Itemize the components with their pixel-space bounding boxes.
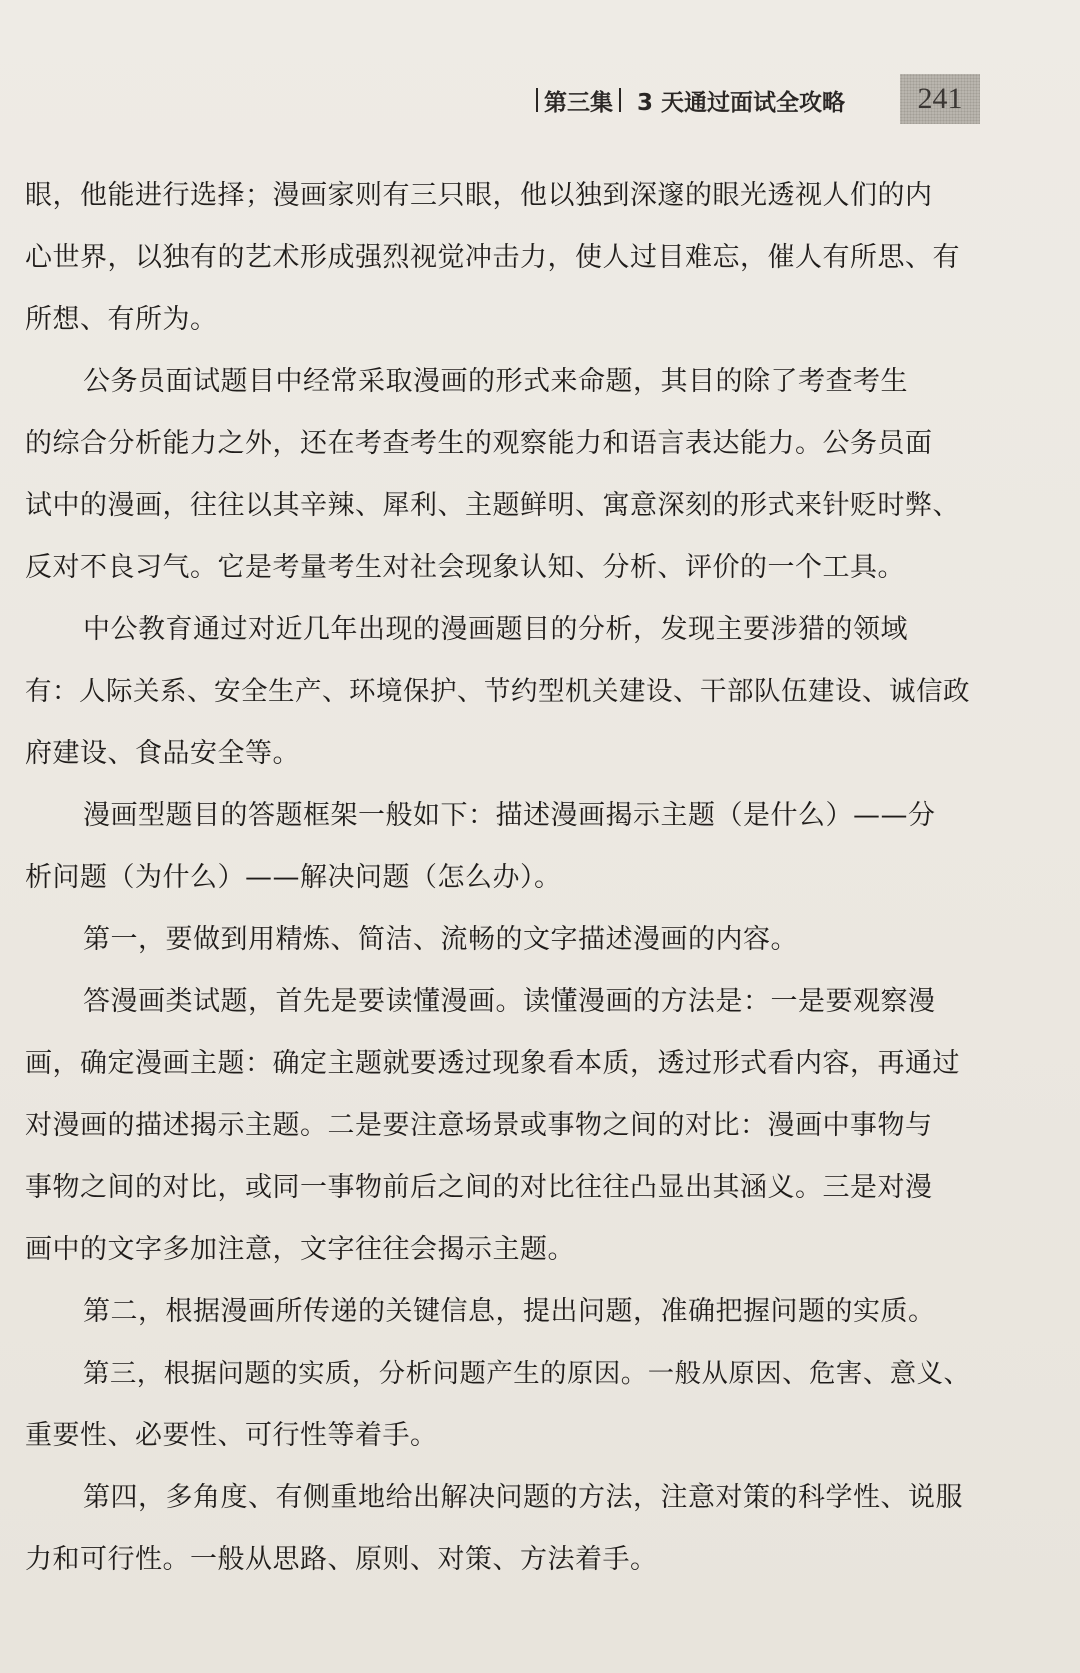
page-number: 241 [900,74,980,124]
text-line: 答漫画类试题，首先是要读懂漫画。读懂漫画的方法是：一是要观察漫 [83,986,936,1017]
text-line: 有：人际关系、安全生产、环境保护、节约型机关建设、干部队伍建设、诚信政 [25,676,970,707]
text-line: 中公教育通过对近几年出现的漫画题目的分析，发现主要涉猎的领域 [83,614,908,645]
text-line: 第四，多角度、有侧重地给出解决问题的方法，注意对策的科学性、说服 [83,1482,963,1513]
header-divider [619,88,621,112]
text-line: 第二，根据漫画所传递的关键信息，提出问题，准确把握问题的实质。 [83,1296,936,1327]
body-text [25,165,980,1591]
text-line: 重要性、必要性、可行性等着手。 [25,1420,438,1451]
text-line: 画中的文字多加注意，文字往往会揭示主题。 [25,1234,575,1265]
text-line: 心世界，以独有的艺术形成强烈视觉冲击力，使人过目难忘，催人有所思、有 [25,242,960,273]
text-line: 力和可行性。一般从思路、原则、对策、方法着手。 [25,1544,658,1575]
text-line: 府建设、食品安全等。 [25,738,300,769]
header-divider [536,88,538,112]
text-line: 第三，根据问题的实质，分析问题产生的原因。一般从原因、危害、意义、 [83,1358,971,1389]
text-line: 析问题（为什么）——解决问题（怎么办）。 [25,862,562,893]
header-section: 第三集 [544,89,613,116]
text-line: 第一，要做到用精炼、简洁、流畅的文字描述漫画的内容。 [83,924,798,955]
text-line: 画，确定漫画主题：确定主题就要透过现象看本质，透过形式看内容，再通过 [25,1048,960,1079]
text-line: 的综合分析能力之外，还在考查考生的观察能力和语言表达能力。公务员面 [25,428,933,459]
text-line: 反对不良习气。它是考量考生对社会现象认知、分析、评价的一个工具。 [25,552,905,583]
text-line: 眼，他能进行选择；漫画家则有三只眼，他以独到深邃的眼光透视人们的内 [25,180,933,211]
text-line: 试中的漫画，往往以其辛辣、犀利、主题鲜明、寓意深刻的形式来针贬时弊、 [25,490,960,521]
text-line: 所想、有所为。 [25,304,218,335]
header-title: 3 天通过面试全攻略 [637,89,846,116]
text-line: 公务员面试题目中经常采取漫画的形式来命题，其目的除了考查考生 [83,366,908,397]
running-header [530,76,845,124]
text-line: 事物之间的对比，或同一事物前后之间的对比往往凸显出其涵义。三是对漫 [25,1172,933,1203]
text-line: 漫画型题目的答题框架一般如下：描述漫画揭示主题（是什么）——分 [83,800,936,831]
text-line: 对漫画的描述揭示主题。二是要注意场景或事物之间的对比：漫画中事物与 [25,1110,933,1141]
